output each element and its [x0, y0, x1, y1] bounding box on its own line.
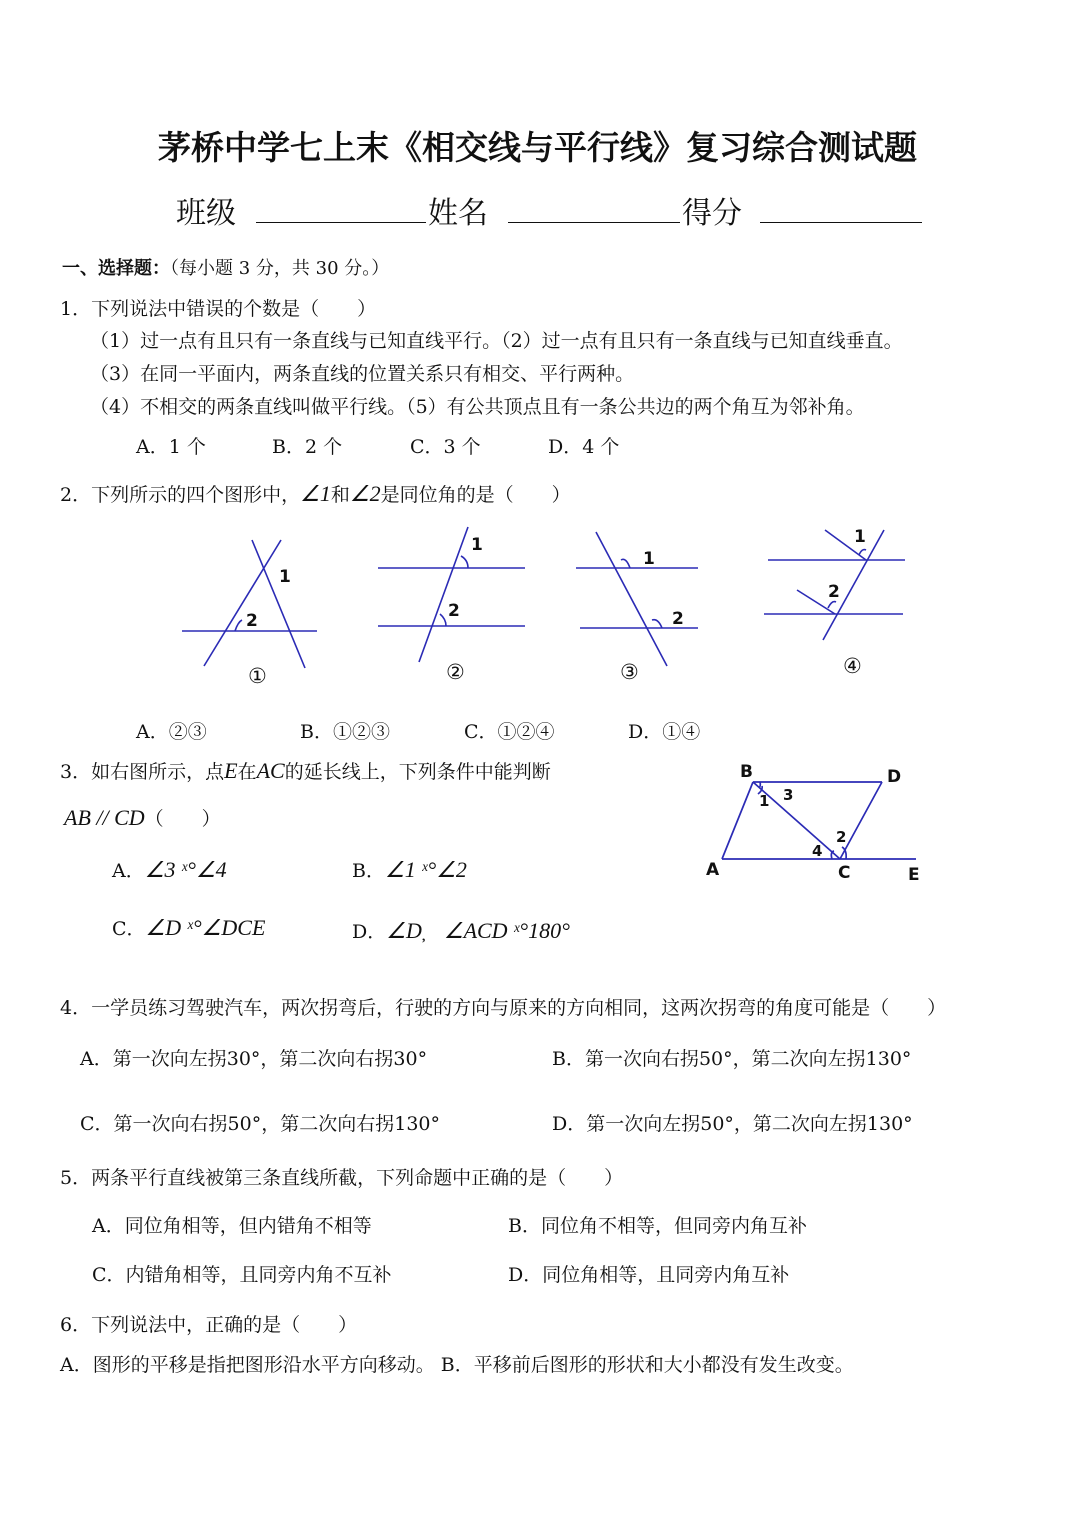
q2-figure-2	[378, 527, 525, 662]
q6-options-line[interactable]: A．图形的平移是指把图形沿水平方向移动。 B．平移前后图形的形状和大小都没有发生改变。	[60, 1354, 854, 1376]
q4-option-a-text: 第一次向左拐30°，第二次向右拐30°	[112, 1048, 428, 1070]
q2-caption-1: ①	[248, 664, 267, 688]
q3-label-e: E	[908, 865, 920, 885]
q2-fig4-label-2: 2	[828, 582, 840, 602]
q2-option-a[interactable]: A．②③	[136, 721, 207, 743]
q1-statement-1-2: （1）过一点有且只有一条直线与已知直线平行。（2）过一点有且只有一条直线与已知直线垂直。	[90, 330, 903, 352]
q3-condition-line	[64, 804, 221, 831]
q2-caption-3: ③	[620, 660, 639, 684]
q2-stem-c: 是同位角的是（ ）	[380, 484, 571, 506]
q3-option-a-letter: A．	[112, 860, 145, 882]
score-field[interactable]	[760, 222, 922, 223]
section-title: 一、选择题：	[62, 258, 170, 279]
q3-option-d-letter: D．	[352, 921, 387, 943]
q3-option-b-letter: B．	[352, 860, 385, 882]
q1-statement-3: （3）在同一平面内，两条直线的位置关系只有相交、平行两种。	[90, 363, 635, 385]
q4-option-b-letter: B．	[552, 1048, 585, 1070]
q4-option-a[interactable]	[80, 1044, 427, 1071]
q5-option-d[interactable]: D．同位角相等，且同旁内角互补	[508, 1264, 790, 1286]
q5-option-b[interactable]: B．同位角不相等，但同旁内角互补	[508, 1215, 807, 1237]
q3-stem-b: 在	[237, 761, 257, 783]
class-field[interactable]	[256, 222, 426, 223]
q3-option-b-math: ∠1 ˣ°∠2	[384, 857, 467, 882]
q6-stem: 6．下列说法中，正确的是（ ）	[60, 1314, 358, 1336]
q2-option-c[interactable]: C．①②④	[464, 721, 555, 743]
q4-option-d-text: 第一次向左拐50°，第二次向左拐130°	[586, 1113, 913, 1135]
q3-option-c-letter: C．	[112, 918, 146, 940]
q3-option-a-math: ∠3 ˣ°∠4	[144, 857, 227, 882]
q5-option-c[interactable]: C．内错角相等，且同旁内角不互补	[92, 1264, 392, 1286]
q2-figures	[0, 520, 1075, 695]
q4-option-d-letter: D．	[552, 1113, 587, 1135]
q3-angle-1: 1	[759, 792, 770, 810]
q1-option-b[interactable]: B．2 个	[272, 436, 343, 458]
q3-option-a[interactable]	[112, 856, 227, 883]
q2-fig2-label-1: 1	[471, 535, 483, 555]
q3-paren: （ ）	[144, 808, 221, 830]
q3-condition: AB // CD	[64, 805, 145, 830]
q2-fig3-label-2: 2	[672, 609, 684, 629]
q2-fig4-label-1: 1	[854, 527, 866, 547]
section-note: （每小题 3 分，共 30 分。）	[170, 258, 390, 279]
q2-fig1-label-2: 2	[246, 611, 258, 631]
score-label: 得分	[682, 196, 742, 231]
q2-option-b[interactable]: B．①②③	[300, 721, 390, 743]
q2-angle-1: ∠1	[300, 481, 331, 506]
q2-figure-1	[182, 540, 317, 668]
q3-option-b[interactable]	[352, 856, 467, 883]
q3-option-d-math: ∠D̦ ∠ACD ˣ°180°	[386, 918, 570, 943]
q1-option-d[interactable]: D．4 个	[548, 436, 620, 458]
q3-angle-2: 2	[836, 828, 847, 846]
q3-angle-3: 3	[783, 786, 794, 804]
q2-caption-2: ②	[446, 660, 465, 684]
name-label: 姓名	[428, 196, 488, 231]
q2-fig1-label-1: 1	[279, 567, 291, 587]
q2-option-d[interactable]: D．①④	[628, 721, 701, 743]
section-heading	[62, 254, 389, 280]
q4-option-b-text: 第一次向右拐50°，第二次向左拐130°	[584, 1048, 912, 1070]
q3-label-c: C	[838, 863, 851, 883]
q4-option-d[interactable]	[552, 1109, 913, 1136]
page-title: 茅桥中学七上末《相交线与平行线》复习综合测试题	[158, 128, 917, 167]
q2-stem	[60, 480, 571, 507]
q3-angle-4: 4	[812, 842, 823, 860]
q2-angle-2: ∠2	[349, 481, 381, 506]
q4-option-c-text: 第一次向右拐50°，第二次向右拐130°	[113, 1113, 440, 1135]
q3-stem-c: 的延长线上，下列条件中能判断	[284, 761, 551, 783]
q3-stem	[60, 757, 551, 784]
q1-statement-4-5: （4）不相交的两条直线叫做平行线。（5）有公共顶点且有一条公共边的两个角互为邻补角。	[90, 396, 865, 418]
q5-stem: 5．两条平行直线被第三条直线所截，下列命题中正确的是（ ）	[60, 1167, 624, 1189]
q4-option-c[interactable]	[80, 1109, 440, 1136]
q4-stem: 4．一学员练习驾驶汽车，两次拐弯后，行驶的方向与原来的方向相同，这两次拐弯的角度可能是（ ）	[60, 997, 947, 1019]
q1-option-a[interactable]: A．1 个	[136, 436, 206, 458]
q3-label-a: A	[706, 860, 720, 880]
q2-fig3-label-1: 1	[643, 549, 655, 569]
q3-option-d[interactable]	[352, 914, 570, 945]
q3-point-e: E	[224, 758, 238, 783]
q3-label-d: D	[887, 767, 902, 787]
q2-fig2-label-2: 2	[448, 601, 460, 621]
q4-option-c-letter: C．	[80, 1113, 114, 1135]
q4-option-b[interactable]	[552, 1044, 911, 1071]
q3-stem-a: 3．如右图所示，点	[60, 761, 225, 783]
q1-stem: 1．下列说法中错误的个数是（ ）	[60, 298, 377, 320]
q5-option-a[interactable]: A．同位角相等，但内错角不相等	[92, 1215, 372, 1237]
q4-option-a-letter: A．	[80, 1048, 113, 1070]
q3-figure	[690, 760, 940, 890]
name-field[interactable]	[508, 222, 680, 223]
q2-caption-4: ④	[843, 654, 862, 678]
q3-label-b: B	[740, 762, 753, 782]
q3-segment-ac: AC	[256, 758, 285, 783]
q1-option-c[interactable]: C．3 个	[410, 436, 481, 458]
class-label: 班级	[176, 196, 236, 231]
q2-figure-3	[576, 532, 698, 666]
q3-option-c-math: ∠D ˣ°∠DCE	[145, 915, 266, 940]
q3-option-c[interactable]	[112, 914, 265, 941]
q2-stem-b: 和	[330, 484, 350, 506]
q2-stem-a: 2．下列所示的四个图形中，	[60, 484, 301, 506]
